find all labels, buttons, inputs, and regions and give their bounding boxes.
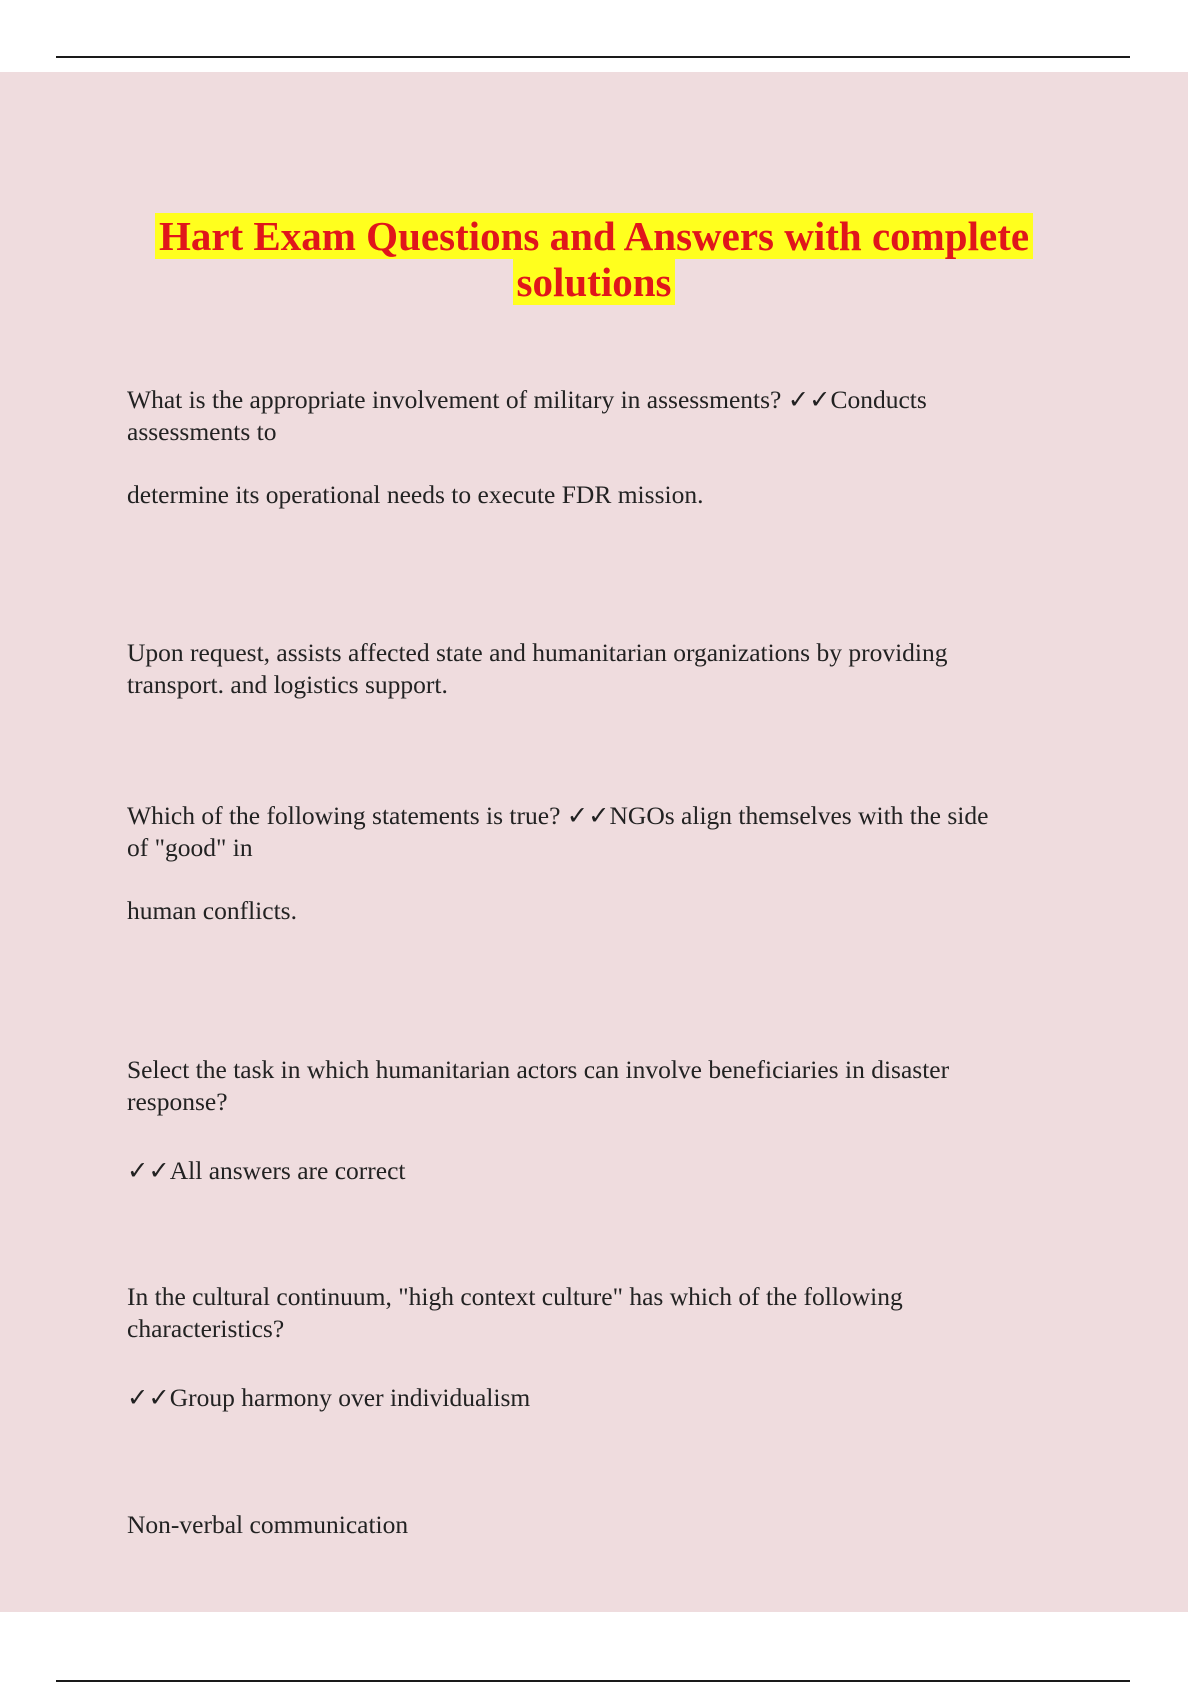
document-title xyxy=(0,213,1188,305)
qa-block-4 xyxy=(127,1054,1087,1118)
qa-block-2 xyxy=(127,637,1087,701)
answer-text: ✓✓All answers are correct xyxy=(127,1156,406,1185)
answer-line xyxy=(127,1509,1087,1541)
title-line-2: solutions xyxy=(513,259,676,305)
qa-block-5 xyxy=(127,1281,1087,1345)
answer-text-line: Upon request, assists affected state and humanitarian organizations by providing xyxy=(127,638,948,667)
answer-text: ✓✓Group harmony over individualism xyxy=(127,1383,531,1412)
answer-text: determine its operational needs to execute FDR mission. xyxy=(127,480,704,509)
question-text-line: response? xyxy=(127,1087,228,1116)
answer-continuation xyxy=(127,895,1087,927)
question-text-line: of "good" in xyxy=(127,833,253,862)
answer-line xyxy=(127,1382,1087,1414)
answer-text: human conflicts. xyxy=(127,896,297,925)
question-text-line: assessments to xyxy=(127,417,277,446)
answer-text: Non-verbal communication xyxy=(127,1510,409,1539)
answer-continuation xyxy=(127,479,1087,511)
footer-rule xyxy=(56,1680,1130,1682)
question-text-line: Which of the following statements is true? ✓✓NGOs align themselves with the side xyxy=(127,801,989,830)
question-text-line: characteristics? xyxy=(127,1314,285,1343)
question-text-line: In the cultural continuum, "high context culture" has which of the following xyxy=(127,1282,903,1311)
question-text-line: What is the appropriate involvement of military in assessments? ✓✓Conducts xyxy=(127,385,927,414)
question-text-line: Select the task in which humanitarian actors can involve beneficiaries in disaster xyxy=(127,1055,950,1084)
qa-block-3 xyxy=(127,800,1087,864)
qa-block-1 xyxy=(127,384,1087,448)
answer-line xyxy=(127,1155,1087,1187)
header-rule xyxy=(56,56,1130,58)
answer-text-line: transport. and logistics support. xyxy=(127,670,448,699)
title-line-1: Hart Exam Questions and Answers with complete xyxy=(155,213,1033,259)
page-panel xyxy=(0,72,1188,1612)
